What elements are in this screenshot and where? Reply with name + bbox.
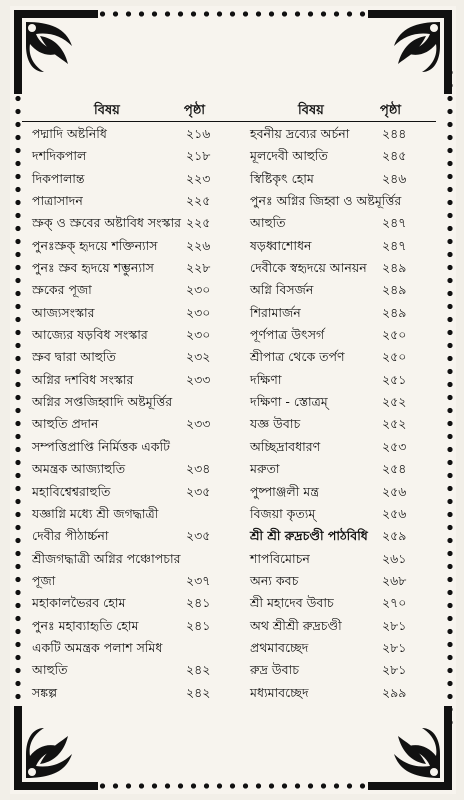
toc-page-number: ২৮১ bbox=[382, 662, 407, 678]
toc-row bbox=[22, 595, 232, 617]
toc-row bbox=[240, 528, 436, 550]
toc-row bbox=[22, 551, 232, 573]
toc-page-number: ২৫৩ bbox=[382, 438, 407, 454]
toc-page-number: ২১৮ bbox=[186, 148, 211, 164]
toc-row bbox=[240, 506, 436, 528]
toc-topic: শ্রী শ্রী রুদ্রচণ্ডী পাঠবিধি bbox=[250, 528, 368, 544]
toc-row bbox=[240, 551, 436, 573]
toc-page-number: ২৩০ bbox=[186, 327, 211, 343]
toc-topic: শ্রী মহাদেব উবাচ bbox=[250, 595, 334, 611]
toc-page-number: ২৩০ bbox=[186, 282, 211, 298]
toc-topic: সঙ্কল্প bbox=[32, 684, 58, 700]
toc-row bbox=[22, 685, 232, 707]
toc-page-number: ২৫০ bbox=[382, 349, 407, 365]
toc-topic: পুনঃ অগ্নির জিহ্বা ও অষ্টমূর্ত্তির bbox=[250, 193, 402, 209]
toc-topic: আহুতি bbox=[32, 662, 68, 678]
toc-topic: যজ্ঞ উবাচ bbox=[250, 416, 301, 432]
toc-topic: দশদিকপাল bbox=[32, 148, 87, 164]
toc-topic: আহুতি প্রদান bbox=[32, 416, 99, 432]
toc-row bbox=[22, 640, 232, 662]
toc-topic: ষড়ধ্বাশোধন bbox=[250, 237, 312, 253]
toc-row bbox=[240, 327, 436, 349]
toc-row bbox=[22, 148, 232, 170]
toc-topic: অগ্নির দশবিধ সংস্কার bbox=[32, 371, 134, 387]
toc-row bbox=[22, 461, 232, 483]
toc-page-number: ২৪৪ bbox=[382, 126, 407, 141]
toc-topic: একটি অমন্ত্রক পলাশ সমিধ bbox=[32, 639, 163, 655]
toc-topic: মহাবিশ্বেশ্বরাহুতি bbox=[32, 483, 111, 499]
toc-topic: আজ্যের ষড়বিধ সংস্কার bbox=[32, 327, 148, 343]
left-contents-column bbox=[22, 126, 232, 707]
toc-row bbox=[22, 215, 232, 237]
toc-page-number: ২৫১ bbox=[382, 371, 407, 387]
header-divider bbox=[22, 121, 436, 122]
toc-page-number: ২৩৫ bbox=[186, 483, 211, 499]
toc-row bbox=[240, 282, 436, 304]
toc-page-number: ২৫৬ bbox=[382, 505, 407, 521]
toc-row bbox=[22, 372, 232, 394]
toc-topic: অগ্নি বিসর্জন bbox=[250, 282, 314, 298]
toc-row bbox=[22, 260, 232, 282]
toc-row bbox=[240, 662, 436, 684]
table-header bbox=[24, 101, 436, 121]
toc-topic: অগ্নির সপ্তজিহ্বাদি অষ্টমূর্ত্তির bbox=[32, 394, 173, 410]
toc-row bbox=[22, 171, 232, 193]
toc-page-number: ২৩০ bbox=[186, 304, 211, 320]
toc-row bbox=[240, 305, 436, 327]
toc-row bbox=[240, 372, 436, 394]
toc-topic: পুনঃস্রুক্ হৃদয়ে শক্তিন্যাস bbox=[32, 237, 158, 253]
toc-page-number: ২৪৫ bbox=[382, 148, 407, 164]
toc-page-number: ২২৫ bbox=[186, 193, 211, 209]
toc-page-number: ২২৩ bbox=[186, 170, 211, 186]
toc-row bbox=[22, 305, 232, 327]
toc-page-number: ২৬১ bbox=[382, 550, 407, 566]
toc-page-number: ২২৮ bbox=[186, 260, 211, 276]
toc-page-number: ২৪১ bbox=[186, 595, 211, 611]
header-topic-right: বিষয় bbox=[298, 103, 324, 118]
toc-page-number: ২৪৯ bbox=[382, 260, 407, 276]
toc-row bbox=[22, 282, 232, 304]
toc-topic: পূজা bbox=[32, 572, 56, 588]
toc-page-number: ২৮১ bbox=[382, 617, 407, 633]
toc-page-number: ২৫০ bbox=[382, 327, 407, 343]
toc-topic: সম্পত্তিপ্রাপ্তি নির্মিত্তক একটি bbox=[32, 438, 170, 454]
toc-row bbox=[22, 349, 232, 371]
toc-topic: শ্রীজগদ্ধাত্রী অগ্নির পঞ্চোপচার bbox=[32, 550, 181, 566]
toc-topic: অথ শ্রীশ্রী রুদ্রচণ্ডী bbox=[250, 617, 342, 633]
toc-row bbox=[22, 416, 232, 438]
toc-topic: দক্ষিণা bbox=[250, 371, 282, 387]
toc-page-number: ২৯৯ bbox=[382, 684, 407, 700]
toc-page-number: ২১৬ bbox=[186, 126, 211, 141]
toc-page-number: ২৮১ bbox=[382, 639, 407, 655]
toc-row bbox=[22, 506, 232, 528]
bottom-dotted-border bbox=[70, 780, 396, 792]
toc-topic: পুনঃ স্রুব হৃদয়ে শম্ভুন্যাস bbox=[32, 260, 154, 276]
toc-page-number: ২৫২ bbox=[382, 394, 407, 410]
toc-page-number: ২৪৯ bbox=[382, 304, 407, 320]
toc-page-number: ২৫৯ bbox=[382, 528, 407, 544]
toc-page-number: ২২৫ bbox=[186, 215, 211, 231]
toc-page-number: ২৫৬ bbox=[382, 483, 407, 499]
toc-topic: শিরামার্জন bbox=[250, 304, 301, 320]
toc-topic: পুনঃ মহাব্যাহৃতি হোম bbox=[32, 617, 139, 633]
toc-row bbox=[240, 618, 436, 640]
toc-row bbox=[240, 171, 436, 193]
toc-topic: শাপবিমোচন bbox=[250, 550, 310, 566]
toc-row bbox=[240, 484, 436, 506]
toc-topic: দেবীকে স্বহৃদয়ে আনয়ন bbox=[250, 260, 367, 276]
toc-row bbox=[22, 618, 232, 640]
top-dotted-border bbox=[70, 8, 396, 20]
toc-page-number: ২৬৮ bbox=[382, 572, 407, 588]
toc-topic: স্রুকের পূজা bbox=[32, 282, 92, 298]
header-page-right: পৃষ্ঠা bbox=[380, 103, 402, 118]
right-dotted-border bbox=[444, 66, 456, 734]
toc-topic: হবনীয় দ্রব্যের অর্চনা bbox=[250, 126, 350, 141]
toc-page-number: ২৪১ bbox=[186, 617, 211, 633]
toc-topic: মহাকালভৈরব হোম bbox=[32, 595, 126, 611]
toc-row bbox=[240, 685, 436, 707]
toc-page-number: ২৩৫ bbox=[186, 528, 211, 544]
toc-row bbox=[22, 126, 232, 148]
toc-topic: মূলদেবী আহুতি bbox=[250, 148, 328, 164]
toc-topic: দেবীর পীঠার্চ্চনা bbox=[32, 528, 109, 544]
toc-page-number: ২৪৭ bbox=[382, 215, 407, 231]
toc-page-number: ২৪২ bbox=[186, 662, 211, 678]
toc-row bbox=[240, 215, 436, 237]
toc-row bbox=[22, 193, 232, 215]
toc-page-number: ২৭০ bbox=[382, 595, 407, 611]
corner-ornament-bottom-left bbox=[10, 702, 102, 794]
toc-row bbox=[240, 461, 436, 483]
toc-page-number: ২৪৯ bbox=[382, 282, 407, 298]
toc-topic: অমন্ত্রক আজ্যাহুতি bbox=[32, 461, 126, 477]
toc-page-number: ২৩৪ bbox=[186, 461, 211, 477]
toc-row bbox=[22, 484, 232, 506]
toc-page-number: ২৪২ bbox=[186, 684, 211, 700]
toc-row bbox=[22, 528, 232, 550]
toc-topic: বিজয়া কৃত্যম্ bbox=[250, 505, 316, 521]
toc-row bbox=[22, 327, 232, 349]
header-page-left: পৃষ্ঠা bbox=[184, 103, 206, 118]
toc-row bbox=[240, 573, 436, 595]
toc-page-number: ২৪৭ bbox=[382, 237, 407, 253]
toc-page-number: ২৫৪ bbox=[382, 461, 407, 477]
toc-topic: অচ্ছিদ্রাবধারণ bbox=[250, 438, 321, 454]
header-topic-left: বিষয় bbox=[94, 103, 120, 118]
toc-row bbox=[240, 439, 436, 461]
toc-topic: পুষ্পাঞ্জলী মন্ত্র bbox=[250, 483, 319, 499]
toc-row bbox=[22, 573, 232, 595]
toc-topic: যজ্ঞাগ্নি মধ্যে শ্রী জগদ্ধাত্রী bbox=[32, 505, 159, 521]
toc-topic: শ্রীপাত্র থেকে তর্পণ bbox=[250, 349, 345, 365]
corner-ornament-top-left bbox=[10, 6, 102, 98]
toc-topic: দিকপালান্ত bbox=[32, 170, 85, 186]
toc-row bbox=[240, 238, 436, 260]
toc-page-number: ২৫২ bbox=[382, 416, 407, 432]
toc-row bbox=[22, 662, 232, 684]
toc-page-number: ২৩৩ bbox=[186, 371, 211, 387]
toc-page-number: ২২৬ bbox=[186, 237, 211, 253]
toc-row bbox=[22, 238, 232, 260]
toc-row bbox=[240, 640, 436, 662]
toc-topic: দক্ষিণা - স্তোত্রম্ bbox=[250, 394, 328, 410]
toc-topic: আহুতি bbox=[250, 215, 286, 231]
corner-ornament-top-right bbox=[364, 6, 456, 98]
toc-row bbox=[22, 439, 232, 461]
toc-topic: রুদ্র উবাচ bbox=[250, 662, 299, 678]
toc-row bbox=[240, 416, 436, 438]
toc-row bbox=[240, 349, 436, 371]
toc-row bbox=[240, 193, 436, 215]
toc-row bbox=[22, 394, 232, 416]
toc-topic: পদ্মাদি অষ্টনিধি bbox=[32, 126, 107, 141]
toc-row bbox=[240, 260, 436, 282]
toc-topic: পূর্ণপাত্র উৎসর্গ bbox=[250, 327, 325, 343]
toc-row bbox=[240, 126, 436, 148]
toc-topic: মধ্যমাবচ্ছেদ bbox=[250, 684, 309, 700]
toc-page-number: ২৩৩ bbox=[186, 416, 211, 432]
toc-page-number: ২৩২ bbox=[186, 349, 211, 365]
toc-topic: স্রুব দ্বারা আহুতি bbox=[32, 349, 116, 365]
toc-topic: পাত্রাসাদন bbox=[32, 193, 83, 209]
right-contents-column bbox=[240, 126, 436, 707]
toc-row bbox=[240, 148, 436, 170]
toc-topic: আজ্যসংস্কার bbox=[32, 304, 95, 320]
toc-page-number: ২৪৬ bbox=[382, 170, 407, 186]
toc-row bbox=[240, 394, 436, 416]
toc-topic: স্বিষ্টিকৃৎ হোম bbox=[250, 170, 314, 186]
corner-ornament-bottom-right bbox=[364, 702, 456, 794]
toc-topic: স্রুক্ ও স্রুবের অষ্টাবিধ সংস্কার bbox=[32, 215, 182, 231]
toc-page-number: ২৩৭ bbox=[186, 572, 211, 588]
toc-row bbox=[240, 595, 436, 617]
toc-topic: প্রথমাবচ্ছেদ bbox=[250, 639, 309, 655]
toc-topic: অন্য কবচ bbox=[250, 572, 299, 588]
toc-topic: মরুতা bbox=[250, 461, 280, 477]
